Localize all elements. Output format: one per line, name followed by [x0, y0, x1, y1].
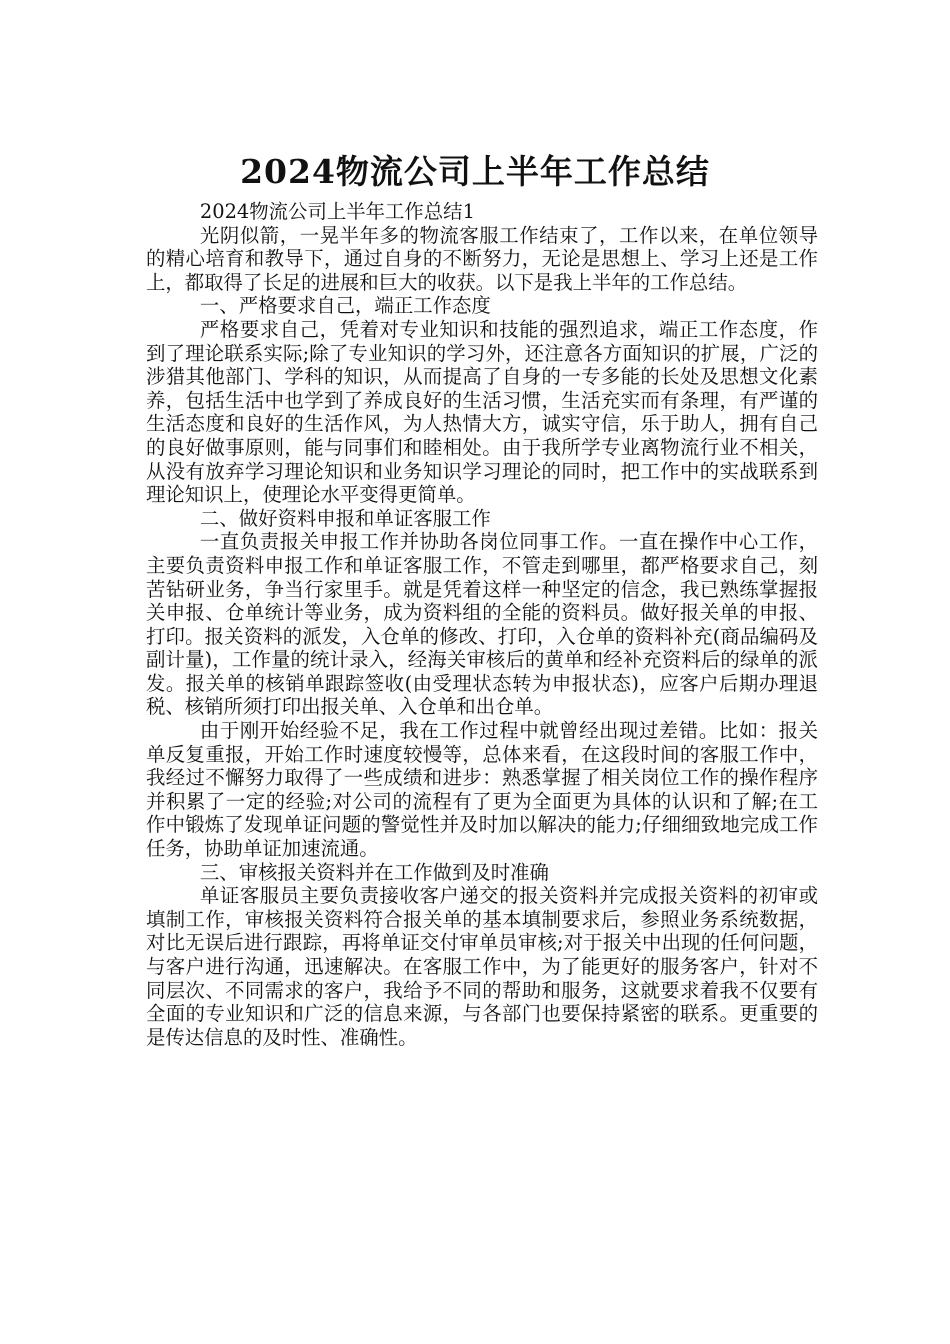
intro-paragraph: 光阴似箭，一晃半年多的物流客服工作结束了，工作以来，在单位领导的精心培育和教导下，通过自身的不断努力，无论是思想上、学习上还是工作上，都取得了长足的进展和巨大的收获。以下是我上半年的工作总结。 — [146, 223, 818, 294]
body-paragraph: 严格要求自己，凭着对专业知识和技能的强烈追求，端正工作态度，作到了理论联系实际;除了专业知识的学习外，还注意各方面知识的扩展，广泛的涉猎其他部门、学科的知识，从而提高了自身的一专多能的长处及思想文化素养，包括生活中也学到了养成良好的生活习惯，生活充实而有条理，有严谨的生活态度和良好的生活作风，为人热情大方，诚实守信，乐于助人，拥有自己的良好做事原则，能与同事们和睦相处。由于我所学专业离物流行业不相关，从没有放弃学习理论知识和业务知识学习理论的同时，把工作中的实战联系到理论知识上，使理论水平变得更简单。 — [146, 317, 818, 507]
section-heading-3: 三、审核报关资料并在工作做到及时准确 — [199, 860, 549, 884]
body-paragraph: 一直负责报关申报工作并协助各岗位同事工作。一直在操作中心工作，主要负责资料申报工作和单证客服工作，不管走到哪里，都严格要求自己，刻苦钻研业务，争当行家里手。就是凭着这样一种坚定的信念，我已熟练掌握报关申报、仓单统计等业务，成为资料组的全能的资料员。做好报关单的申报、打印。报关资料的派发，入仓单的修改、打印，入仓单的资料补充(商品编码及副计量)，工作量的统计录入，经海关审核后的黄单和经补充资料后的绿单的派发。报关单的核销单跟踪签收(由受理状态转为申报状态)，应客户后期办理退税、核销所须打印出报关单、入仓单和出仓单。 — [146, 530, 818, 719]
document-title: 2024物流公司上半年工作总结 — [240, 152, 710, 192]
body-paragraph: 由于刚开始经验不足，我在工作过程中就曾经出现过差错。比如：报关单反复重报，开始工作时速度较慢等，总体来看，在这段时间的客服工作中，我经过不懈努力取得了一些成绩和进步：熟悉掌握了相关岗位工作的操作程序并积累了一定的经验;对公司的流程有了更为全面更为具体的认识和了解;在工作中锻炼了发现单证问题的警觉性并及时加以解决的能力;仔细细致地完成工作任务，协助单证加速流通。 — [146, 719, 818, 861]
section-heading-1: 一、严格要求自己，端正工作态度 — [199, 294, 491, 318]
document-body — [146, 200, 818, 1049]
section-heading-2: 二、做好资料申报和单证客服工作 — [199, 506, 491, 530]
body-paragraph: 单证客服员主要负责接收客户递交的报关资料并完成报关资料的初审或填制工作，审核报关资料符合报关单的基本填制要求后，参照业务系统数据，对比无误后进行跟踪，再将单证交付审单员审核;对于报关中出现的任何问题，与客户进行沟通，迅速解决。在客服工作中，为了能更好的服务客户，针对不同层次、不同需求的客户，我给予不同的帮助和服务，这就要求着我不仅要有全面的专业知识和广泛的信息来源，与各部门也要保持紧密的联系。更重要的是传达信息的及时性、准确性。 — [146, 884, 818, 1049]
subtitle-paragraph: 2024物流公司上半年工作总结1 — [199, 200, 475, 223]
